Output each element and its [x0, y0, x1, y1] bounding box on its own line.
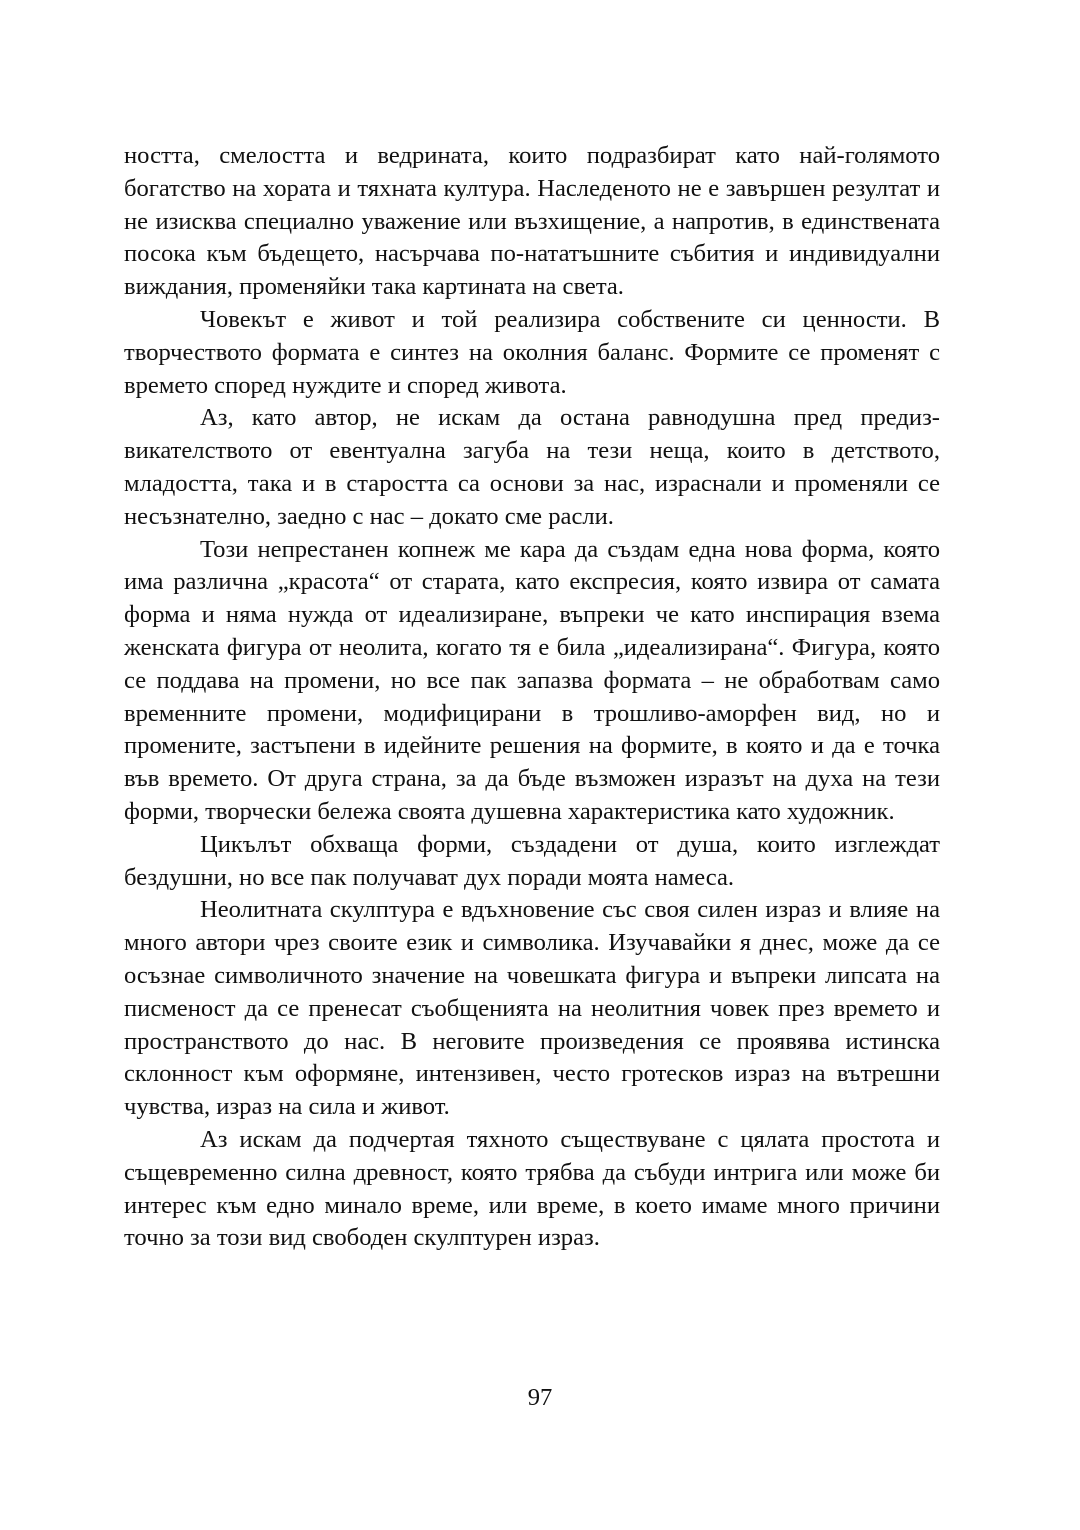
page-number: 97: [527, 1384, 553, 1411]
paragraph: Човекът е живот и той реализира собствените си ценности. В творчеството формата е синтез на околния баланс. Формите се променят с времето според нуждите и според живота.: [124, 305, 940, 399]
paragraph: Аз, като автор, не искам да остана равнодушна пред предизвикателството от евентуална загуба на тези неща, които в детството, младостта, така и в старостта са основи за нас, израснали и променяли се несъзнателно, заедно с нас – докато сме расли.: [124, 404, 940, 530]
body-text: [124, 140, 940, 1255]
paragraph: Неолитната скулптура е вдъхновение със своя силен израз и влияе на много автори чрез своите език и символика. Изучавайки я днес, може да се осъзнае символичното значение на човешката фигура и въпреки липсата на писменост да се пренесат съобщенията на неолитния човек през времето и пространството до нас. В неговите произведения се проявява истинска склонност към оформяне, интензивен, често гротесков израз на вътрешни чувства, израз на сила и живот.: [124, 896, 940, 1121]
paragraph: Цикълът обхваща форми, създадени от душа, които изглеждат бездушни, но все пак получават дух поради моята намеса.: [124, 830, 940, 891]
paragraph: Този непрестанен копнеж ме кара да създам една нова форма, която има различна „красота“ от старата, като експресия, която извира от самата форма и няма нужда от идеализиране, въпреки че като инспирация взема женската фигура от неолита, когато тя е била „идеализирана“. Фигура, която се поддава на промени, но все пак запазва формата – не обработвам само временните промени, модифицирани в трошливо-аморфен вид, но и промените, застъпени в идейните решения на формите, в която и да е точка във времето. От друга страна, за да бъде възможен изразът на духа на тези форми, творчески бележа своята душевна характеристика като художник.: [124, 535, 940, 825]
paragraph: Аз искам да подчертая тяхното съществуване с цялата простота и същевременно силна древност, която трябва да събуди интрига или може би интерес към едно минало време, или време, в което имаме много причини точно за този вид свободен скулптурен израз.: [124, 1125, 940, 1252]
paragraph-continuation: ността, смелостта и ведрината, които подразбират като най-голямото богатство на хората и тяхната култура. Наследеното не е завършен резултат и не изисква специално уважение или възхищение, а напротив, в единствената посока към бъдещето, насърчава по-нататъшните събития и индивидуални виждания, променяйки така картината на света.: [124, 142, 940, 301]
